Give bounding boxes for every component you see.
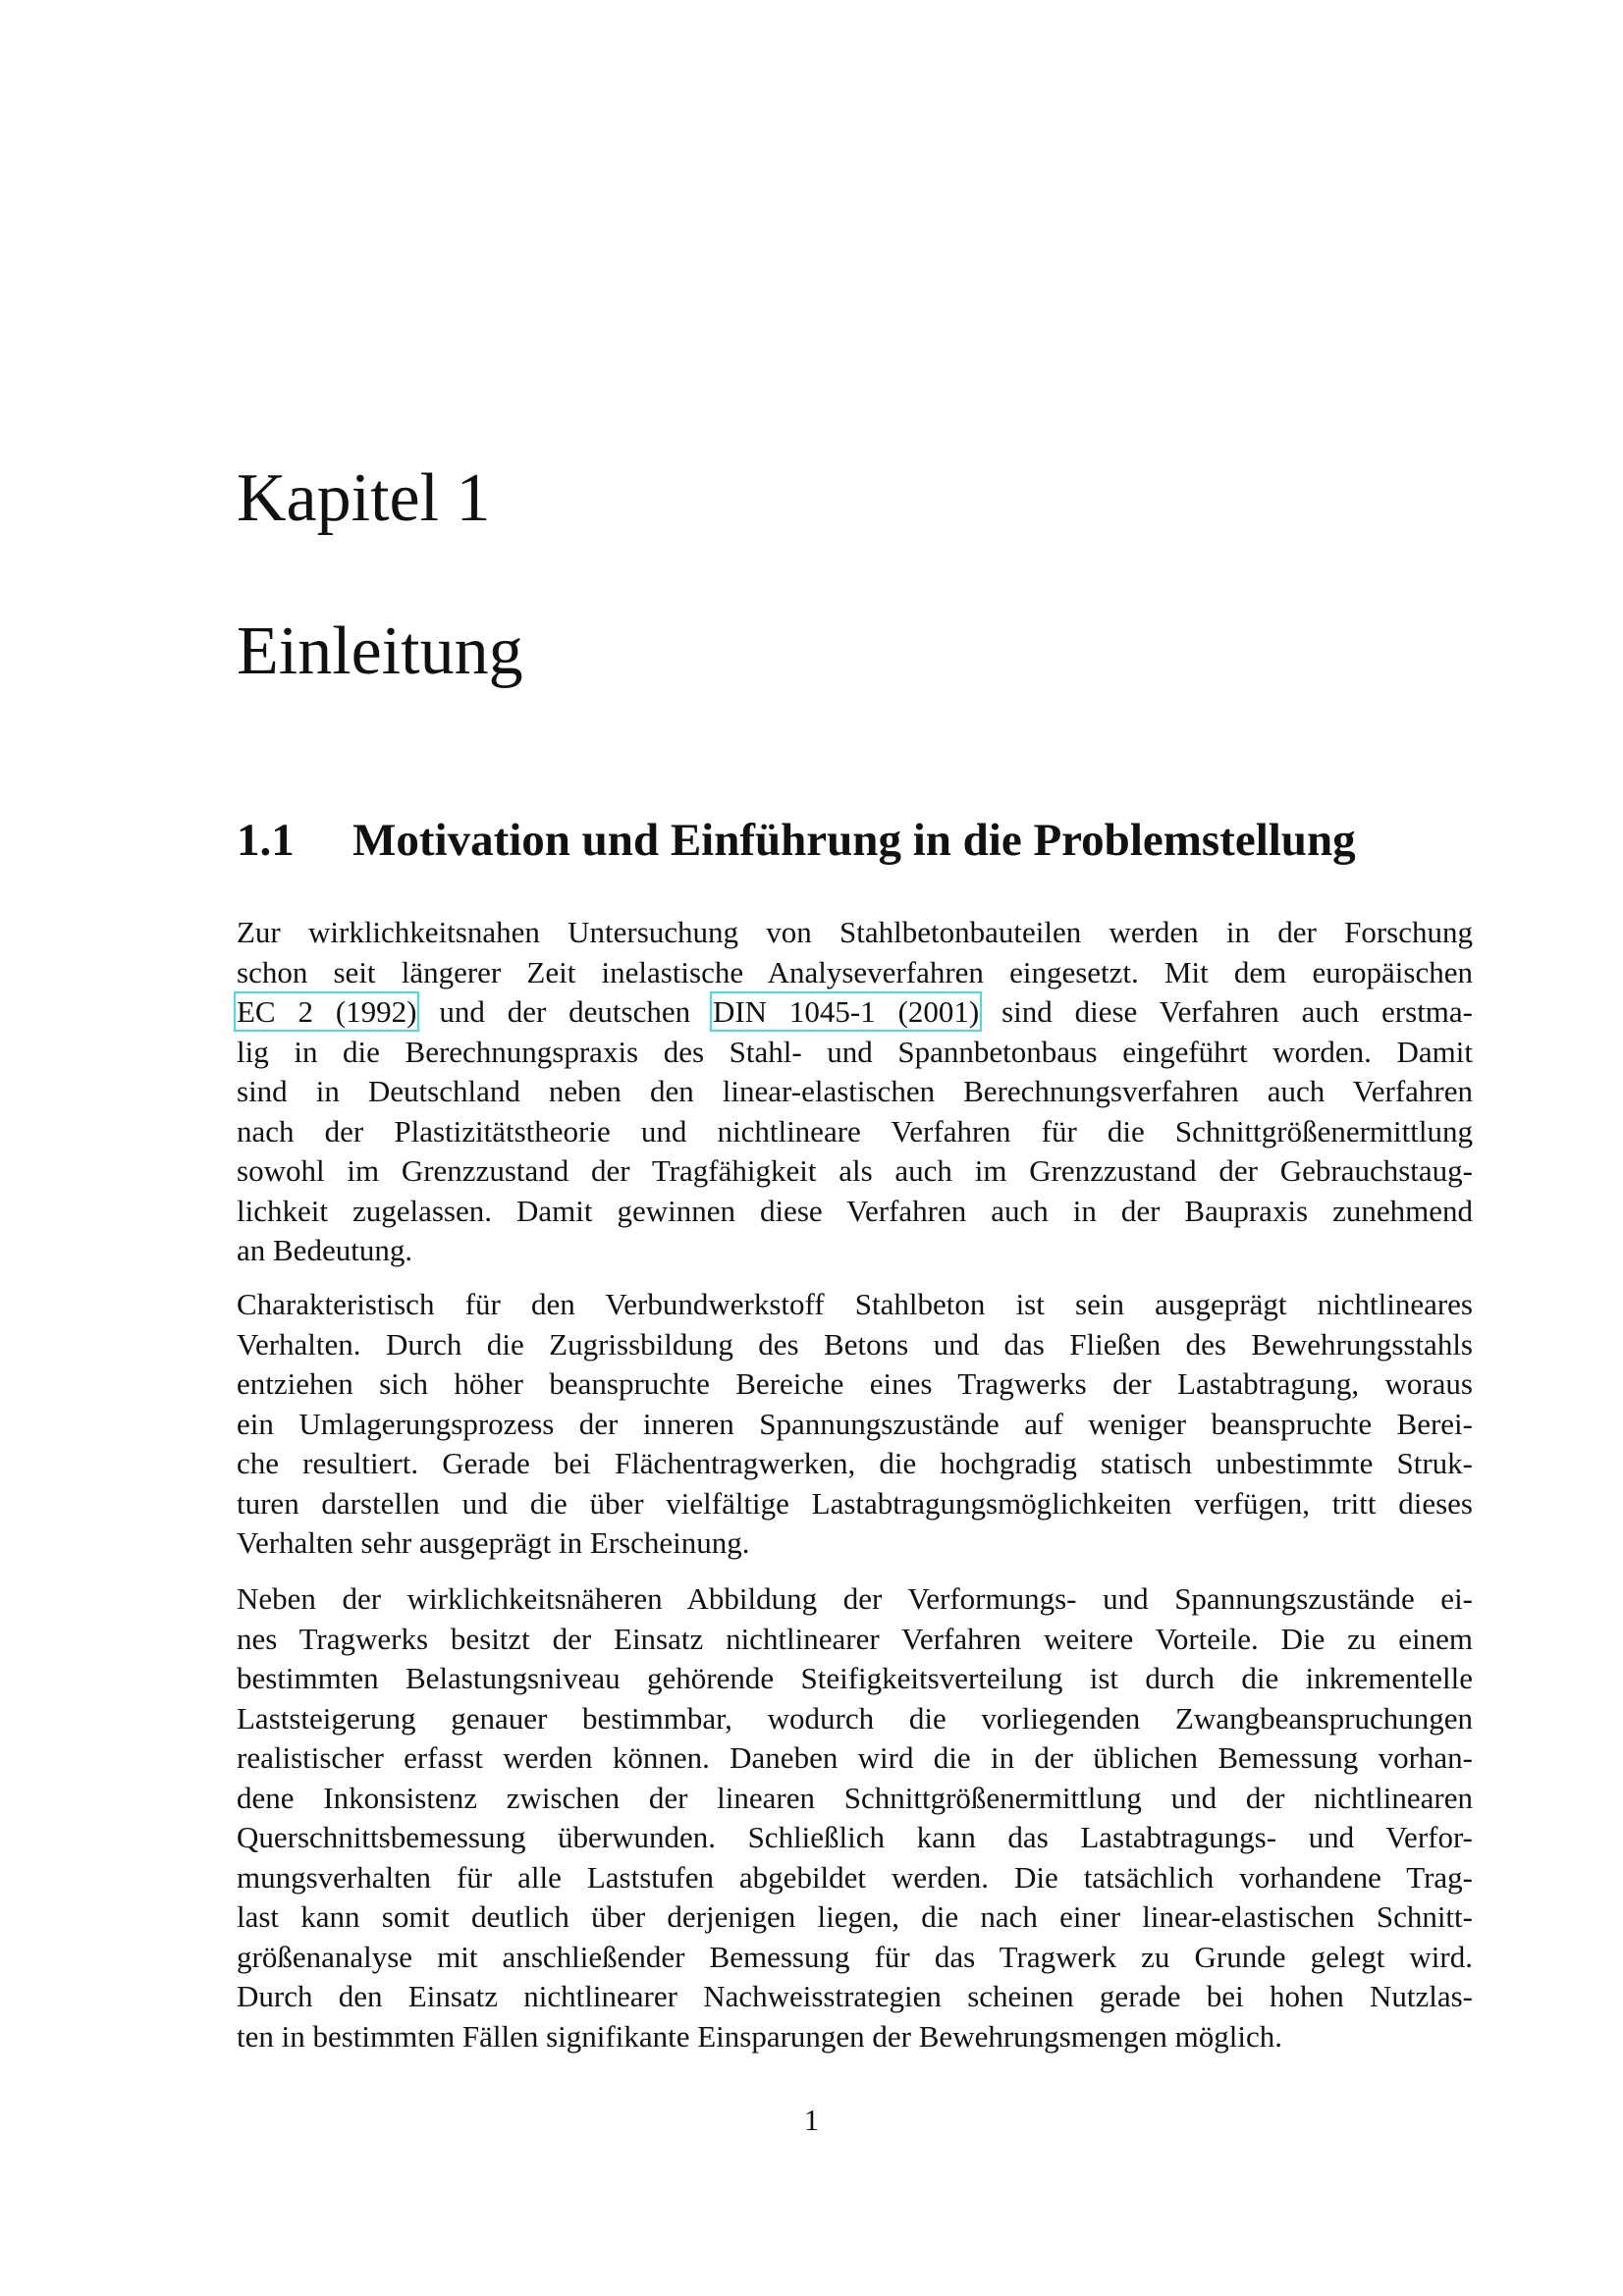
paragraph-line: mungsverhalten für alle Laststufen abgebildet werden. Die tatsächlich vorhandene Trag-: [237, 1859, 1473, 1895]
paragraph-line: che resultiert. Gerade bei Flächentragwerken, die hochgradig statisch unbestimmte Struk-: [237, 1446, 1473, 1480]
chapter-label: Kapitel 1: [237, 460, 491, 536]
paragraph-line: Verhalten sehr ausgeprägt in Erscheinung.: [237, 1525, 750, 1560]
paragraph-line: bestimmten Belastungsniveau gehörende Steifigkeitsverteilung ist durch die inkrementelle: [237, 1661, 1473, 1695]
paragraph-line: Zur wirklichkeitsnahen Untersuchung von Stahlbetonbauteilen werden in der Forschung: [237, 915, 1473, 949]
paragraph-line-segment: und der deutschen: [416, 994, 713, 1029]
chapter-title: Einleitung: [237, 614, 523, 689]
paragraph-line: sowohl im Grenzzustand der Tragfähigkeit als auch im Grenzzustand der Gebrauchstaug-: [237, 1153, 1473, 1188]
paragraph-line: lichkeit zugelassen. Damit gewinnen diese Verfahren auch in der Baupraxis zunehmend: [237, 1193, 1473, 1228]
paragraph-line: Laststeigerung genauer bestimmbar, wodurch die vorliegenden Zwangbeanspruchungen: [237, 1700, 1473, 1735]
paragraph-1: [237, 913, 1473, 1271]
paragraph-line: turen darstellen und die über vielfältige Lastabtragungsmöglichkeiten verfügen, tritt dieses: [237, 1485, 1473, 1521]
paragraph-line: entziehen sich höher beanspruchte Bereiche eines Tragwerks der Lastabtragung, woraus: [237, 1366, 1473, 1401]
paragraph-line-with-citations: [237, 992, 1473, 1033]
paragraph-line: dene Inkonsistenz zwischen der linearen Schnittgrößenermittlung und der nichtlinearen: [237, 1780, 1473, 1815]
citation-link-ec2[interactable]: EC 2 (1992): [237, 994, 417, 1029]
paragraph-line: Neben der wirklichkeitsnäheren Abbildung der Verformungs- und Spannungszustände ei-: [237, 1581, 1473, 1616]
paragraph-line: nach der Plastizitätstheorie und nichtlineare Verfahren für die Schnittgrößenermittlung: [237, 1113, 1473, 1148]
section-heading: [237, 813, 1356, 868]
citation-link-din[interactable]: DIN 1045-1 (2001): [712, 994, 980, 1029]
paragraph-line-segment: sind diese Verfahren auch erstma-: [979, 994, 1473, 1029]
paragraph-3: [237, 1579, 1473, 2056]
paragraph-line: last kann somit deutlich über derjenigen liegen, die nach einer linear-elastischen Schnitt-: [237, 1899, 1473, 1934]
paragraph-line: ein Umlagerungsprozess der inneren Spannungszustände auf weniger beanspruchte Berei-: [237, 1406, 1473, 1441]
paragraph-line: an Bedeutung.: [237, 1233, 413, 1267]
paragraph-line: Charakteristisch für den Verbundwerkstoff Stahlbeton ist sein ausgeprägt nichtlineares: [237, 1287, 1473, 1321]
paragraph-line: realistischer erfasst werden können. Daneben wird die in der üblichen Bemessung vorhan-: [237, 1740, 1473, 1775]
paragraph-line: ten in bestimmten Fällen signifikante Einsparungen der Bewehrungsmengen möglich.: [237, 2018, 1282, 2054]
paragraph-line: Durch den Einsatz nichtlinearer Nachweisstrategien scheinen gerade bei hohen Nutzlas-: [237, 1979, 1473, 2013]
paragraph-line: nes Tragwerks besitzt der Einsatz nichtlinearer Verfahren weitere Vorteile. Die zu einem: [237, 1621, 1473, 1656]
section-title: Motivation und Einführung in die Problemstellung: [352, 815, 1356, 866]
section-number: 1.1: [237, 815, 295, 866]
paragraph-line: lig in die Berechnungspraxis des Stahl- und Spannbetonbaus eingeführt worden. Damit: [237, 1034, 1473, 1069]
paragraph-line: Querschnittsbemessung überwunden. Schließlich kann das Lastabtragungs- und Verfor-: [237, 1820, 1473, 1854]
paragraph-line: sind in Deutschland neben den linear-elastischen Berechnungsverfahren auch Verfahren: [237, 1074, 1473, 1108]
paragraph-2: [237, 1285, 1473, 1564]
paragraph-line: schon seit längerer Zeit inelastische Analyseverfahren eingesetzt. Mit dem europäischen: [237, 954, 1473, 989]
page-number: 1: [803, 2103, 820, 2137]
paragraph-line: größenanalyse mit anschließender Bemessung für das Tragwerk zu Grunde gelegt wird.: [237, 1939, 1473, 1974]
paragraph-line: Verhalten. Durch die Zugrissbildung des Betons und das Fließen des Bewehrungsstahls: [237, 1326, 1473, 1362]
